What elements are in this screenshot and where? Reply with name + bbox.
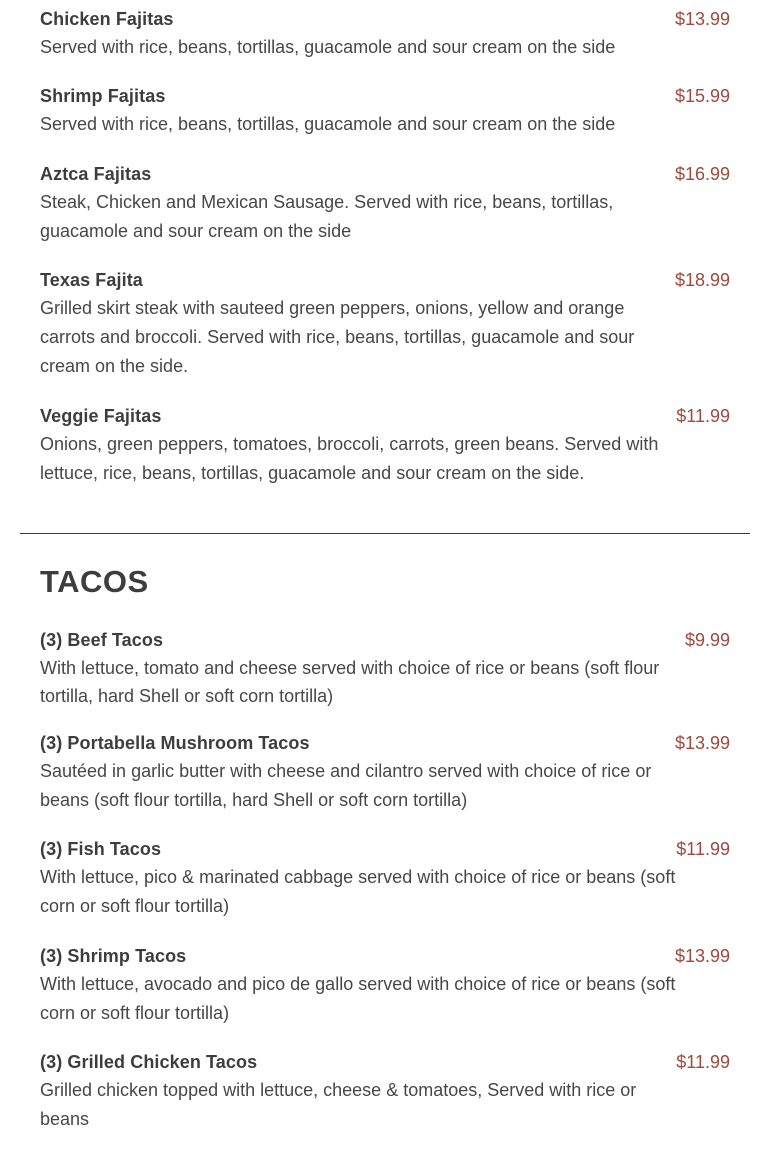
menu-item-price: $9.99 — [684, 630, 730, 650]
menu-item-name: Texas Fajita — [40, 270, 143, 290]
menu-item — [40, 730, 730, 815]
menu-item-description: Onions, green peppers, tomatoes, broccoli, carrots, green beans. Served with lettuce, rice, beans, tortillas, guacamole and sour cream on the side. — [40, 434, 659, 483]
menu-item-description: Steak, Chicken and Mexican Sausage. Served with rice, beans, tortillas, guacamole and sour cream on the side — [40, 192, 614, 241]
menu-item-name: Shrimp Fajitas — [40, 86, 166, 106]
section-divider — [20, 533, 750, 534]
menu-item-description: With lettuce, pico & marinated cabbage served with choice of rice or beans (soft corn or soft flour tortilla) — [40, 867, 676, 916]
menu-item-name: Chicken Fajitas — [40, 9, 174, 29]
menu-item — [40, 1049, 730, 1134]
menu-item — [40, 836, 730, 921]
menu-item-description: Served with rice, beans, tortillas, guacamole and sour cream on the side — [40, 37, 616, 57]
menu-item-price: $13.99 — [674, 946, 730, 966]
menu-item-description: With lettuce, avocado and pico de gallo served with choice of rice or beans (soft corn or soft flour tortilla) — [40, 974, 676, 1023]
menu-item-name: (3) Portabella Mushroom Tacos — [40, 733, 310, 753]
menu-item-description: Grilled chicken topped with lettuce, cheese & tomatoes, Served with rice or beans — [40, 1080, 637, 1129]
section-title-tacos: TACOS — [40, 564, 149, 599]
menu-item-description: With lettuce, tomato and cheese served with choice of rice or beans (soft flour tortilla, hard Shell or soft corn tortilla) — [40, 658, 660, 706]
menu-item-price: $13.99 — [674, 733, 730, 753]
menu-item-price: $13.99 — [674, 9, 730, 29]
menu-item-price: $11.99 — [676, 839, 730, 859]
menu-item — [40, 943, 730, 1028]
menu-item — [40, 267, 730, 381]
menu-item-name: (3) Beef Tacos — [40, 630, 164, 650]
menu-item-price: $16.99 — [674, 164, 730, 184]
menu-item-name: Aztca Fajitas — [40, 164, 152, 184]
menu-item — [40, 627, 730, 710]
menu-item-name: (3) Grilled Chicken Tacos — [40, 1052, 258, 1072]
menu-item-description: Grilled skirt steak with sauteed green peppers, onions, yellow and orange carrots and broccoli. Served with rice, beans, tortillas, guacamole and sour cream on the side. — [40, 298, 635, 376]
menu-item-price: $11.99 — [676, 406, 730, 426]
menu-item-description: Sautéed in garlic butter with cheese and cilantro served with choice of rice or beans (soft flour tortilla, hard Shell or soft corn tortilla) — [40, 761, 652, 810]
menu-item-description: Served with rice, beans, tortillas, guacamole and sour cream on the side — [40, 114, 616, 134]
menu-item-name: (3) Fish Tacos — [40, 839, 162, 859]
menu-item — [40, 403, 730, 488]
menu-item-name: (3) Shrimp Tacos — [40, 946, 187, 966]
menu-item-price: $18.99 — [674, 270, 730, 290]
menu-item-name: Veggie Fajitas — [40, 406, 162, 426]
menu-item — [40, 6, 730, 62]
menu-item-price: $11.99 — [676, 1052, 730, 1072]
menu-item — [40, 161, 730, 246]
menu-item — [40, 83, 730, 139]
menu-item-price: $15.99 — [674, 86, 730, 106]
